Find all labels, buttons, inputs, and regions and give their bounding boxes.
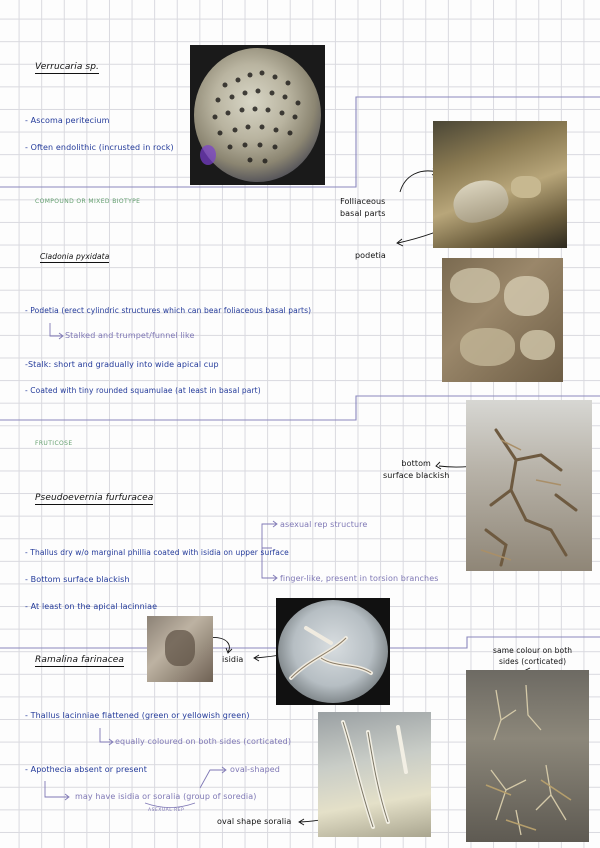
pseudoevernia-tray-photo	[466, 400, 592, 571]
cladonia-bullet-podetia: - Podetia (erect cylindric structures which can bear foliaceous basal parts)	[25, 306, 312, 315]
pseudoevernia-bullet-apical: - At least on the apical lacinniae	[25, 602, 158, 611]
ramalina-soralia-photo	[318, 712, 431, 837]
pseudoevernia-bullet-thallus: - Thallus dry w/o marginal phillia coated with isidia on upper surface	[25, 548, 289, 557]
ramalina-bullet-apothecia: - Apothecia absent or present	[25, 765, 147, 774]
compound-biotype-heading: COMPOUND OR MIXED BIOTYPE	[35, 198, 141, 205]
verrucaria-bullet-ascoma: - Ascoma peritecium	[25, 116, 110, 125]
verrucaria-bullet-endolithic: - Often endolithic (incrusted in rock)	[25, 143, 174, 152]
ramalina-bullet-thallus: - Thallus lacinniae flattened (green or yellowish green)	[25, 711, 250, 720]
isidia-closeup-photo	[147, 616, 213, 682]
cladonia-sub-stalked: Stalked and trumpet/funnel like	[65, 331, 195, 340]
pseudoevernia-bullet-bottom: - Bottom surface blackish	[25, 575, 130, 584]
ramalina-title: Ramalina farinacea	[35, 655, 125, 665]
verrucaria-microscope-photo	[190, 45, 325, 185]
ramalina-sub-equally: equally coloured on both sides (corticated)	[115, 737, 292, 746]
cladonia-title: Cladonia pyxidata	[40, 252, 110, 261]
pseudoevernia-microscope-photo	[276, 598, 390, 705]
same-colour-label: same colour on both sides (corticated)	[493, 646, 573, 666]
ramalina-sub-may-have: may have isidia or soralia (group of soredia)	[75, 792, 257, 801]
pseudoevernia-title: Pseudoevernia furfuracea	[35, 493, 154, 503]
ramalina-sub-oval: oval-shaped	[230, 765, 280, 774]
asexual-rep-branch: asexual rep structure	[280, 520, 368, 529]
oval-shape-soralia-label: oval shape soralia	[217, 817, 292, 826]
cladonia-bullet-stalk: -Stalk: short and gradually into wide apical cup	[25, 360, 219, 369]
fruticose-heading: FRUTICOSE	[35, 440, 73, 447]
ramalina-tray-photo	[466, 670, 589, 842]
cladonia-closeup-photo	[433, 121, 567, 248]
podetia-label: podetia	[355, 251, 386, 260]
cladonia-tray-photo	[442, 258, 563, 382]
ramalina-sub-asexual: ASEXUAL REP	[148, 808, 185, 813]
finger-like-branch: finger-like, present in torsion branches	[280, 574, 439, 583]
isidia-label: isidia	[222, 655, 244, 664]
foliaceous-basal-parts-label: Folliaceous basal parts	[340, 197, 386, 218]
bottom-surface-label: bottom surface blackish	[383, 459, 450, 480]
verrucaria-title: Verrucaria sp.	[35, 62, 99, 72]
cladonia-bullet-squamulae: - Coated with tiny rounded squamulae (at least in basal part)	[25, 386, 261, 395]
